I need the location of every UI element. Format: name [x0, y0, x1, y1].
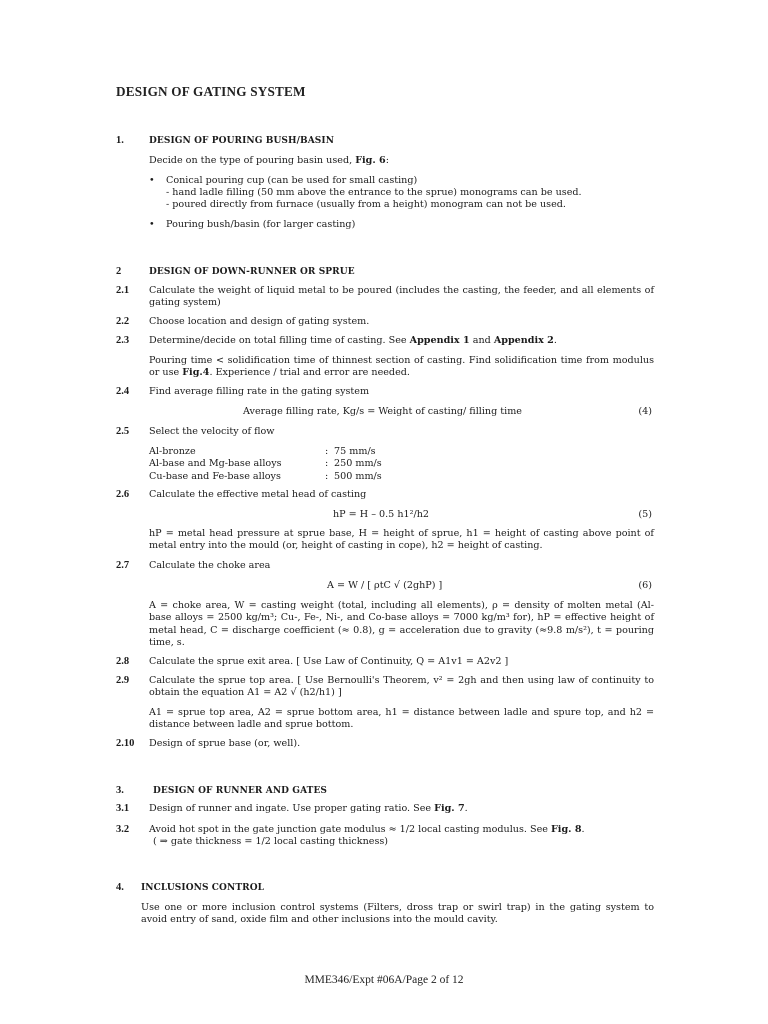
- dash-item: - hand ladle filling (50 mm above the entrance to the sprue) monograms can be used.: [166, 187, 582, 198]
- equation-number: (5): [638, 509, 652, 520]
- figure-reference: Fig. 7: [434, 803, 465, 814]
- figure-reference: Fig.4: [182, 367, 210, 379]
- document-title: DESIGN OF GATING SYSTEM: [116, 84, 306, 99]
- step-text: Design of runner and ingate. Use proper gating ratio. See Fig. 7.: [149, 803, 468, 814]
- section-title: INCLUSIONS CONTROL: [141, 883, 265, 893]
- equation-6: A = W / [ ρtC √ (2ghP) ]: [327, 580, 443, 591]
- step-number: 3.1: [116, 803, 130, 814]
- section-title: DESIGN OF RUNNER AND GATES: [153, 786, 328, 796]
- step-text: Calculate the effective metal head of casting: [149, 489, 367, 500]
- section-number: 3.: [116, 785, 124, 796]
- figure-reference: Fig. 8: [550, 824, 582, 835]
- velocity-value: 250 mm/s: [334, 458, 382, 470]
- step-2-3-note: Pouring time < solidification time of thinnest section of casting. Find solidification time from modulus or use Fig.4. Experience / trial and error are needed.: [149, 355, 654, 379]
- step-2-7-definitions: A = choke area, W = casting weight (total, including all elements), ρ = density of molten metal (Al-base alloys = 2500 kg/m³; Cu-, Fe-, Ni-, and Co-base alloys = 7000 kg/m³ for), hP = effective height of metal head, C = discharge coefficient (≈ 0.8), g = acceleration due to gravity (≈9.8 m/s²), t = pouring time, s.: [149, 600, 654, 649]
- step-2-6-definitions: hP = metal head pressure at sprue base, H = height of sprue, h1 = height of casting above point of metal entry into the mould (or, height of casting in cope), h2 = height of casting.: [149, 528, 654, 552]
- step-text: Choose location and design of gating system.: [149, 316, 370, 327]
- alloy-name: Al-bronze: [149, 446, 196, 457]
- section-4-text: Use one or more inclusion control systems (Filters, dross trap or swirl trap) in the gating system to avoid entry of sand, oxide film and other inclusions into the mould cavity.: [141, 902, 654, 926]
- section-title: DESIGN OF DOWN-RUNNER OR SPRUE: [149, 267, 355, 277]
- bullet-icon: •: [149, 175, 155, 186]
- velocity-table: [149, 446, 449, 483]
- step-2-9-definitions: A1 = sprue top area, A2 = sprue bottom area, h1 = distance between ladle and spure top, and h2 = distance between ladle and sprue bottom.: [149, 707, 654, 731]
- step-text: Find average filling rate in the gating system: [149, 386, 370, 397]
- equation-number: (6): [638, 580, 652, 591]
- bullet-text: Conical pouring cup (can be used for small casting): [166, 175, 418, 186]
- step-number: 2.7: [116, 560, 130, 571]
- step-text: Calculate the sprue top area. [ Use Bernoulli's Theorem, v² = 2gh and then using law of continuity to obtain the equation A1 = A2 √ (h2/h1) ]: [149, 675, 654, 699]
- section-number: 4.: [116, 882, 124, 893]
- section-number: 2: [116, 266, 122, 277]
- step-number: 2.9: [116, 675, 130, 686]
- section-number: 1.: [116, 135, 124, 146]
- velocity-value: 75 mm/s: [334, 446, 376, 457]
- appendix-reference: Appendix 1: [409, 335, 470, 346]
- velocity-row: Al-bronze : 75 mm/s: [149, 446, 376, 457]
- step-number: 2.6: [116, 489, 130, 500]
- step-number: 3.2: [116, 824, 130, 835]
- step-text: Select the velocity of flow: [149, 426, 275, 437]
- step-number: 2.3: [116, 335, 130, 346]
- step-text: Calculate the sprue exit area. [ Use Law of Continuity, Q = A1v1 = A2v2 ]: [149, 656, 509, 667]
- bullet-icon: •: [149, 219, 155, 230]
- velocity-row: Al-base and Mg-base alloys : 250 mm/s: [149, 458, 382, 470]
- step-text: Calculate the weight of liquid metal to be poured (includes the casting, the feeder, and all elements of gating system): [149, 285, 654, 309]
- velocity-value: 500 mm/s: [334, 470, 382, 482]
- step-number: 2.8: [116, 656, 130, 667]
- alloy-name: Al-base and Mg-base alloys: [149, 458, 282, 470]
- bullet-text: Pouring bush/basin (for larger casting): [166, 219, 356, 230]
- page-footer: MME346/Expt #06A/Page 2 of 12: [304, 974, 464, 986]
- step-number: 2.1: [116, 285, 130, 296]
- step-number: 2.10: [116, 738, 135, 749]
- alloy-name: Cu-base and Fe-base alloys: [149, 470, 281, 482]
- step-text: Avoid hot spot in the gate junction gate modulus ≈ 1/2 local casting modulus. See Fig. 8.: [149, 824, 585, 835]
- dash-item: - poured directly from furnace (usually from a height) monogram can not be used.: [166, 199, 566, 210]
- velocity-row: Cu-base and Fe-base alloys : 500 mm/s: [149, 470, 382, 482]
- step-number: 2.4: [116, 386, 130, 397]
- equation-number: (4): [638, 406, 652, 417]
- step-number: 2.5: [116, 426, 130, 437]
- appendix-reference: Appendix 2: [493, 335, 554, 346]
- step-text: Determine/decide on total filling time of casting. See Appendix 1 and Appendix 2.: [149, 335, 557, 346]
- step-text: Calculate the choke area: [149, 560, 271, 571]
- step-number: 2.2: [116, 316, 130, 327]
- step-3-2-note: ( ⇒ gate thickness = 1/2 local casting thickness): [153, 836, 389, 847]
- equation-5: hP = H – 0.5 h1²/h2: [333, 509, 429, 520]
- section-1-intro: Decide on the type of pouring basin used, Fig. 6:: [149, 155, 389, 166]
- step-text: Design of sprue base (or, well).: [149, 738, 301, 749]
- equation-4: Average filling rate, Kg/s = Weight of casting/ filling time: [243, 406, 522, 417]
- figure-reference: Fig. 6: [355, 155, 386, 166]
- section-title: DESIGN OF POURING BUSH/BASIN: [149, 136, 335, 146]
